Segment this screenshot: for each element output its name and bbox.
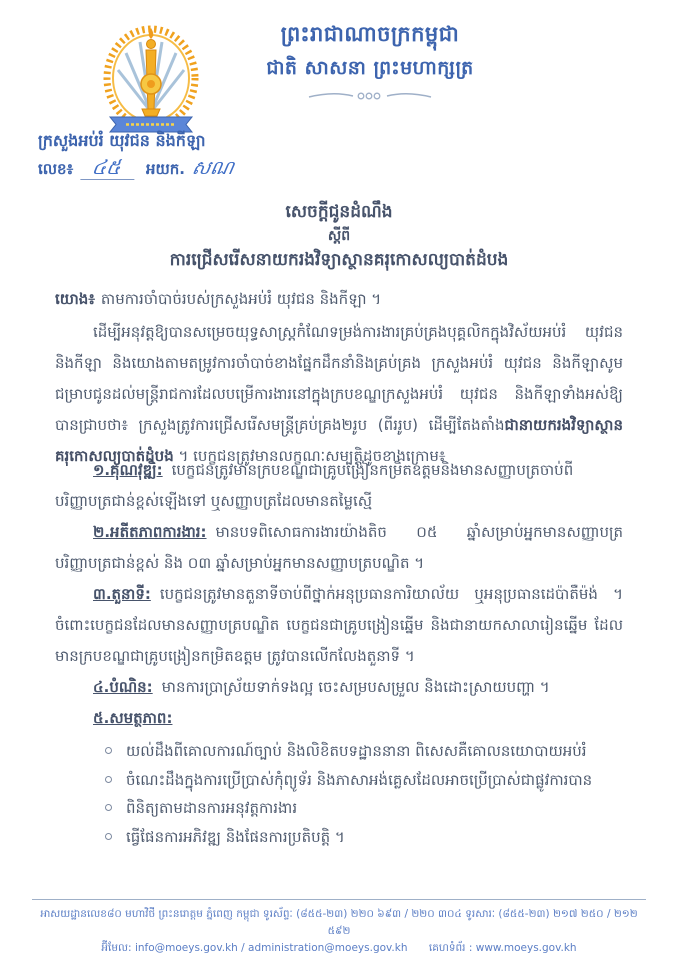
kingdom-motto-line1: ព្រះរាជាណាចក្រកម្ពុជា [280,22,460,46]
requirement-2-label: ២.អតីតភាពការងារ: [93,523,207,541]
requirement-item [55,579,623,672]
requirement-3-text: បេក្ខជនត្រូវមានតួនាទីចាប់ពីថ្នាក់អនុប្រធានការិយាល័យ ឬអនុប្រធានដេប៉ាតឺម៉ង់ ។ ចំពោះបេក្ខជនដែលមានសញ្ញាបត្របណ្ឌិត បេក្ខជនជាគ្រូបង្រៀនឆ្នើម និងជានាយកសាលារៀនឆ្នើម ដែលមានក្របខណ្ឌជាគ្រូបង្រៀនកម្រិតឧត្តម ត្រូវបានលើកលែងតួនាទី ។ [55,585,623,665]
list-item [103,823,623,852]
competency-1-text: យល់ដឹងពីគោលការណ៍ច្បាប់ និងលិខិតបទដ្ឋាននានា ពិសេសគឺគោលនយោបាយអប់រំ [126,742,587,760]
competency-2-text: ចំណេះដឹងក្នុងការប្រើប្រាស់កុំព្យូទ័រ និងភាសាអង់គ្លេសដែលអាចប្រើប្រាស់ជាផ្លូវការបាន [126,770,593,789]
list-item [103,737,623,766]
requirement-1-text: បេក្ខជនត្រូវមានក្របខណ្ឌជាគ្រូបង្រៀនកម្រិតឧត្តមនិងមានសញ្ញាបត្រចាប់ពីបរិញ្ញាបត្រជាន់ខ្ពស់ឡើងទៅ ឬសញ្ញាបត្រដែលមានតម្លៃស្មើ [55,461,574,510]
footer-contact-line [32,940,646,957]
list-item [103,766,623,795]
requirement-4-text: មានការប្រាស្រ័យទាក់ទងល្អ ចេះសម្របសម្រួល និងដោះស្រាយបញ្ហា ។ [161,678,550,696]
footer-address-line: អាសយដ្ឋានលេខ៨០ មហាវិថី ព្រះនរោត្តម ភ្នំពេញ កម្ពុជា ទូរស័ព្ទៈ (៨៥៥-២៣) ២២០ ៦៩៣ / ២២០ ៣០៤ ទូរសារៈ (៨៥៥-២៣) ២១៧ ២៥០ / ២១២ ៥៩២ [40,908,638,937]
requirement-item [55,672,623,703]
circle-bullet-icon [105,804,112,811]
reference-code-handwritten: សណ [190,157,236,179]
footer-email-label: អ៊ីមែល: [101,942,132,954]
requirement-item [55,517,623,579]
body-text-bold: ជានាយករងវិទ្យាស្ថានគរុកោសល្យបាត់ដំបង [55,416,623,465]
reference-label: លេខ៖ [38,160,74,178]
title-line1: សេចក្តីជូនដំណឹង [285,202,393,222]
citation-label: យោង៖ [55,290,95,308]
footer-website-label: គេហទំព័រ : [428,942,473,954]
letterhead-footer [32,899,646,957]
title-line2: ស្តីពី [327,228,351,244]
requirement-item [55,703,623,734]
requirement-1-label: ១.គុណវុឌ្ឍិ: [93,461,163,479]
requirement-2-text: មានបទពិសោធការងារយ៉ាងតិច ០៥ ឆ្នាំសម្រាប់អ្នកមានសញ្ញាបត្របរិញ្ញាបត្រជាន់ខ្ពស់ និង ០៣ ឆ្នាំសម្រាប់អ្នកមានសញ្ញាបត្របណ្ឌិត ។ [55,523,623,572]
reference-number-handwritten: ៤៥ [81,156,139,180]
body-paragraph [55,317,623,472]
citation-line [55,290,381,312]
footer-emails: info@moeys.gov.kh / administration@moeys.gov.kh [134,942,408,954]
list-item [103,794,623,823]
reference-number-line [38,156,234,184]
title-line3: ការជ្រើសរើសនាយករងវិទ្យាស្ថានគរុកោសល្យបាត់ដំបង [169,250,509,270]
requirement-5-label: ៥.សមត្ថភាព: [93,709,173,727]
citation-text: តាមការចាំបាច់របស់ក្រសួងអប់រំ យុវជន និងកីឡា ។ [100,290,382,308]
circle-bullet-icon [105,747,112,754]
moeys-emblem-icon [96,24,206,136]
document-title [0,200,678,273]
requirement-3-label: ៣.តួនាទី: [93,585,151,603]
body-text-before: ដើម្បីអនុវត្តឱ្យបានសម្រេចយុទ្ធសាស្ត្រកំណែទម្រង់ការងារគ្រប់គ្រងបុគ្គលិកក្នុងវិស័យអប់រំ យុវជន និងកីឡា និងយោងតាមតម្រូវការចាំបាច់ខាងផ្នែកដឹកនាំនិងគ្រប់គ្រង ក្រសួងអប់រំ យុវជន និងកីឡាសូមជម្រាបជូនដល់មន្ត្រីរាជការដែលបម្រើការងារនៅក្នុងក្របខណ្ឌក្រសួងអប់រំ យុវជន និងកីឡាទាំងអស់ឱ្យបានជ្រាបថា៖ ក្រសួងត្រូវការជ្រើសរើសមន្ត្រីគ្រប់គ្រង២រូប (ពីររូប) ដើម្បីតែងតាំង [55,323,623,434]
circle-bullet-icon [105,833,112,840]
competency-3-text: ពិនិត្យតាមដានការអនុវត្តការងារ [126,799,298,817]
body-text-after: ។ បេក្ខជនត្រូវមានលក្ខណៈសម្បត្តិដូចខាងក្រោម៖ [173,447,446,465]
circle-bullet-icon [105,776,112,783]
reference-code-printed: អយក. [145,160,185,178]
kingdom-motto-line2: ជាតិ សាសនា ព្រះមហាក្សត្រ [266,57,474,79]
competency-list [103,737,623,851]
ornamental-divider-icon [218,87,522,106]
competency-4-text: ធ្វើផែនការអភិវឌ្ឍ និងផែនការប្រតិបត្តិ ។ [126,827,345,846]
footer-website-link: www.moeys.gov.kh [475,942,577,954]
requirement-item [55,455,623,517]
kingdom-motto [218,16,522,106]
requirements-section [55,455,623,851]
ministry-name: ក្រសួងអប់រំ យុវជន និងកីឡា [38,131,206,150]
requirement-4-label: ៤.បំណិន: [93,678,153,696]
